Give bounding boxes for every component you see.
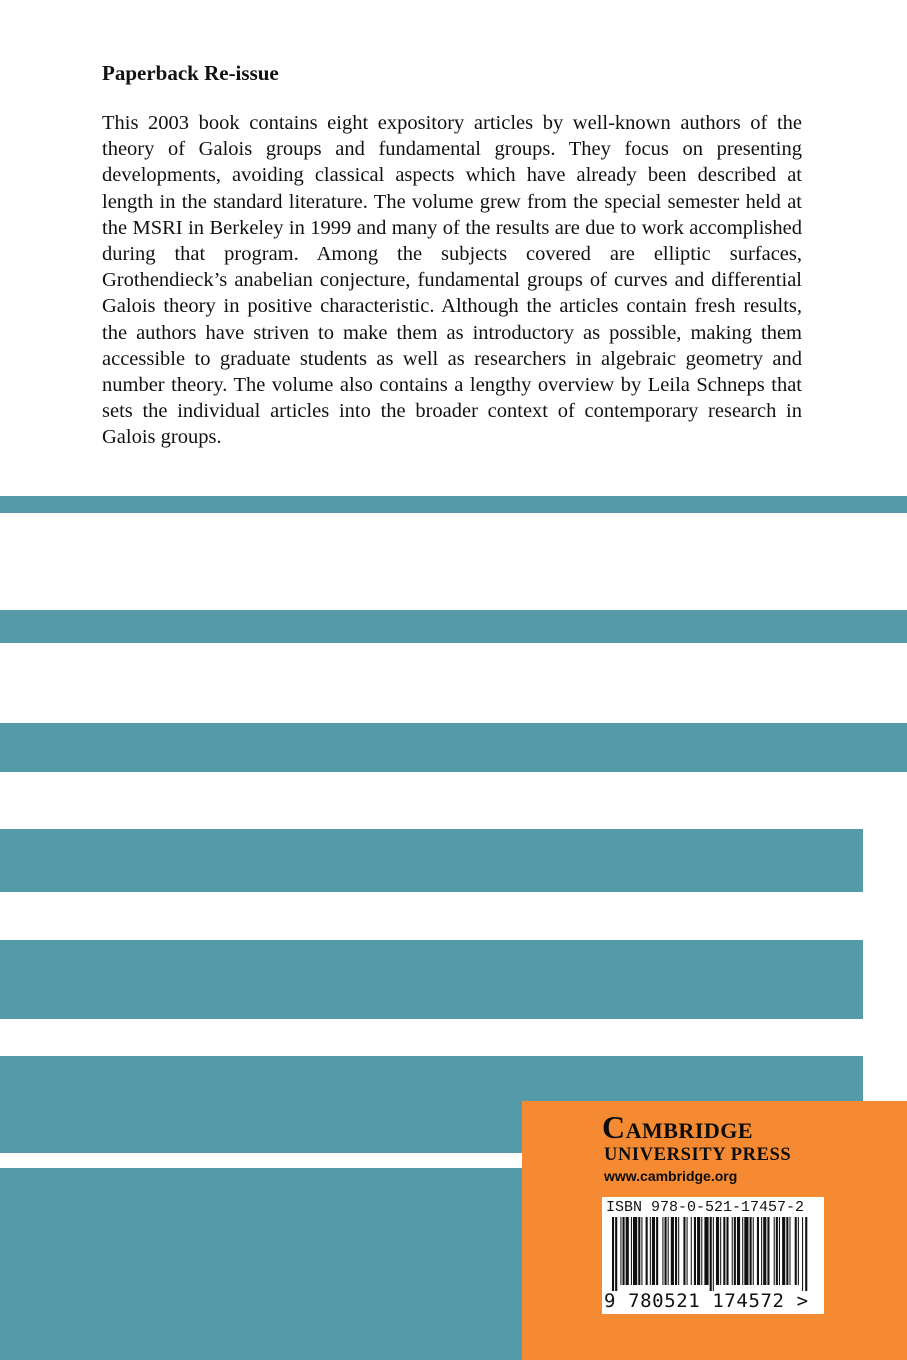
stripe <box>0 940 863 1019</box>
barcode-bar <box>805 1217 807 1291</box>
barcode-bar <box>757 1217 759 1285</box>
barcode-bar <box>650 1217 651 1285</box>
barcode-bars <box>612 1217 812 1291</box>
barcode-bar <box>668 1217 669 1285</box>
barcode-bar <box>798 1217 799 1285</box>
barcode-bar <box>704 1217 708 1285</box>
barcode-bar <box>638 1217 640 1285</box>
barcode-bar <box>683 1217 685 1285</box>
barcode-bar <box>779 1217 780 1285</box>
barcode-bar <box>774 1217 775 1285</box>
barcode-bar <box>734 1217 736 1285</box>
barcode-bar <box>763 1217 766 1285</box>
isbn-label: ISBN 978-0-521-17457-2 <box>606 1199 805 1216</box>
barcode-bar <box>646 1217 648 1285</box>
barcode-bar <box>678 1217 679 1285</box>
barcode <box>602 1197 824 1314</box>
barcode-bar <box>675 1217 677 1285</box>
publisher-name: Cambridge <box>602 1109 754 1145</box>
barcode-bar <box>742 1217 743 1285</box>
barcode-bar <box>710 1217 712 1291</box>
barcode-bar <box>753 1217 754 1285</box>
barcode-bar <box>623 1217 625 1285</box>
barcode-bar <box>713 1217 714 1291</box>
barcode-bar <box>665 1217 667 1285</box>
barcode-bar <box>761 1217 762 1285</box>
barcode-bar <box>723 1217 725 1285</box>
barcode-bar <box>691 1217 692 1285</box>
barcode-bar <box>776 1217 778 1285</box>
barcode-bar <box>671 1217 674 1285</box>
barcode-bar <box>726 1217 728 1285</box>
barcode-number: 9 780521 174572 > <box>604 1290 809 1312</box>
barcode-bar <box>782 1217 785 1285</box>
barcode-bar <box>697 1217 700 1285</box>
barcode-bar <box>641 1217 642 1285</box>
barcode-bar <box>716 1217 719 1285</box>
barcode-bar <box>652 1217 655 1285</box>
stripe <box>0 723 907 772</box>
barcode-bar <box>737 1217 740 1285</box>
barcode-bar <box>750 1217 752 1285</box>
publisher-panel <box>522 1101 907 1360</box>
reissue-heading: Paperback Re-issue <box>102 61 279 85</box>
barcode-bar <box>687 1217 688 1285</box>
barcode-bar <box>802 1217 803 1291</box>
barcode-bar <box>662 1217 663 1285</box>
barcode-bar <box>732 1217 733 1285</box>
barcode-bar <box>620 1217 621 1285</box>
barcode-bar <box>633 1217 637 1285</box>
book-description: This 2003 book contains eight expository articles by well-known authors of the theory of Galois groups and fundamental groups. They focus on presenting developments, avoiding classical aspects which have already been described at length in the standard literature. The volume grew from the special semester held at the MSRI in Berkeley in 1999 and many of the results are due to work accomplished during that program. Among the subjects covered are elliptic surfaces, Grothendieck’s anabelian conjecture, fundamental groups of curves and differential Galois theory in positive characteristic. Although the articles contain fresh results, the authors have striven to make them as introductory as possible, making them accessible to graduate students as well as researchers in algebraic geometry and number theory. The volume also contains a lengthy overview by Leila Schneps that sets the individual articles into the broader context of contemporary research in Galois groups. <box>102 112 802 449</box>
publisher-url: www.cambridge.org <box>604 1168 738 1184</box>
barcode-bar <box>786 1217 788 1285</box>
barcode-bar <box>744 1217 748 1285</box>
barcode-bar <box>720 1217 721 1285</box>
barcode-bar <box>615 1217 617 1291</box>
stripe <box>0 829 863 892</box>
barcode-bar <box>701 1217 702 1285</box>
stripe <box>0 496 907 513</box>
barcode-bar <box>612 1217 614 1291</box>
barcode-bar <box>626 1217 629 1285</box>
barcode-bar <box>767 1217 769 1285</box>
publisher-subtitle: UNIVERSITY PRESS <box>604 1145 792 1165</box>
stripe <box>0 610 907 643</box>
barcode-bar <box>789 1217 790 1285</box>
barcode-bar <box>656 1217 658 1285</box>
barcode-bar <box>631 1217 632 1285</box>
barcode-bar <box>795 1217 797 1285</box>
barcode-bar <box>694 1217 696 1285</box>
